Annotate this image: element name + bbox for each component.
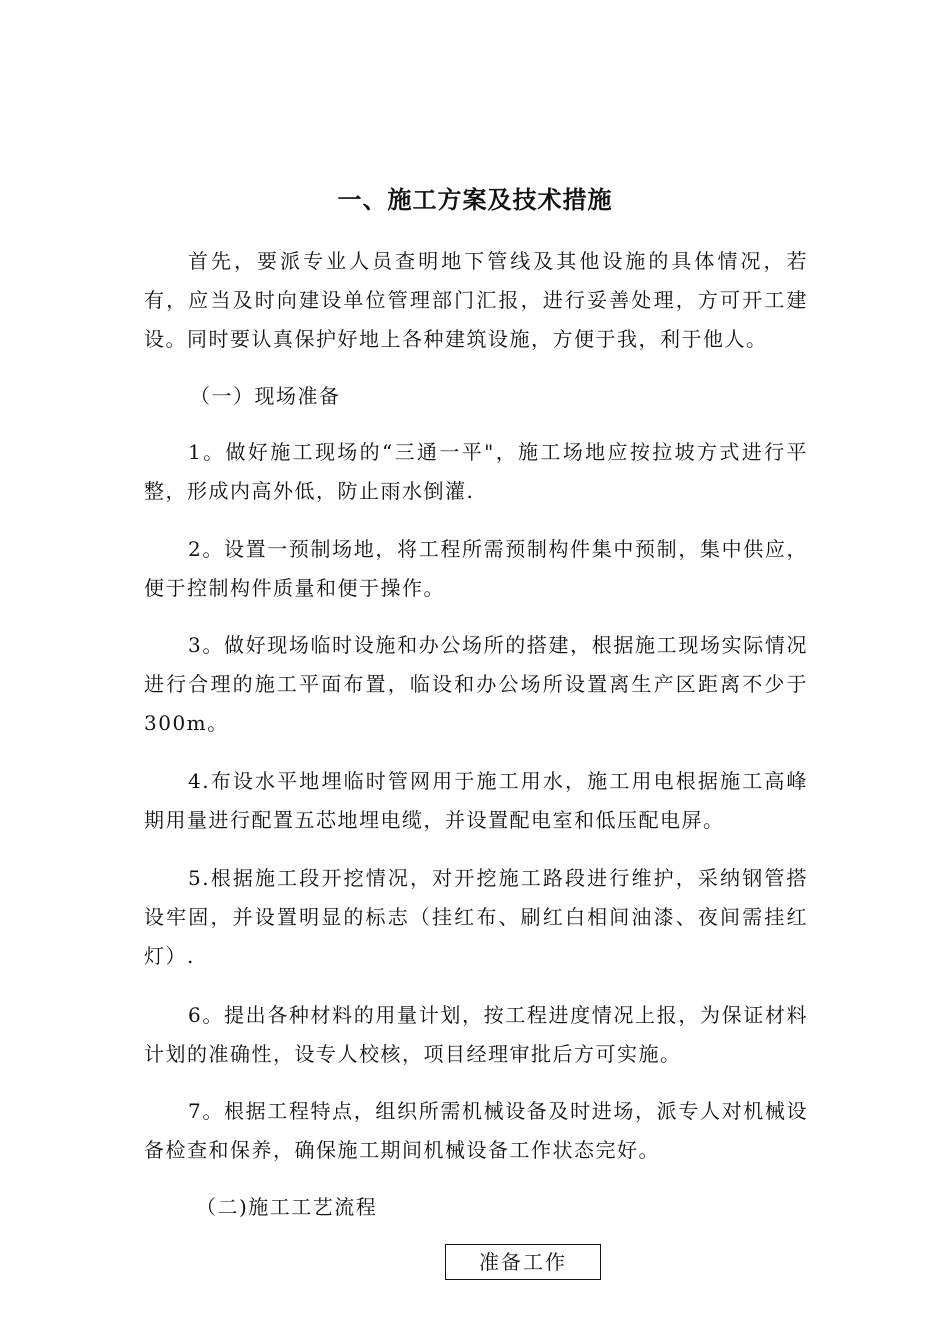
section-heading-process-flow: （二)施工工艺流程: [196, 1195, 378, 1219]
list-item-6: 6。提出各种材料的用量计划，按工程进度情况上报，为保证材料计划的准确性，设专人校核，项目经理审批后方可实施。: [144, 1003, 808, 1066]
flowchart-step-preparation: 准备工作: [445, 1244, 601, 1280]
list-item-4: 4.布设水平地埋临时管网用于施工用水，施工用电根据施工高峰期用量进行配置五芯地埋电缆，并设置配电室和低压配电屏。: [144, 769, 808, 832]
list-item-1: 1。做好施工现场的“三通一平"，施工场地应按拉坡方式进行平整，形成内高外低，防止雨水倒灌.: [144, 440, 808, 503]
list-item-5: 5.根据施工段开挖情况，对开挖施工路段进行维护，采纳钢管搭设牢固，并设置明显的标志（挂红布、刷红白相间油漆、夜间需挂红灯）.: [144, 866, 808, 968]
list-item-2: 2。设置一预制场地，将工程所需预制构件集中预制，集中供应，便于控制构件质量和便于操作。: [144, 537, 808, 600]
list-item-7: 7。根据工程特点，组织所需机械设备及时进场，派专人对机械设备检查和保养，确保施工期间机械设备工作状态完好。: [144, 1099, 808, 1162]
document-title: 一、施工方案及技术措施: [337, 186, 613, 214]
intro-paragraph: 首先，要派专业人员查明地下管线及其他设施的具体情况，若有，应当及时向建设单位管理部门汇报，进行妥善处理，方可开工建设。同时要认真保护好地上各种建筑设施，方便于我，利于他人。: [144, 249, 808, 351]
section-heading-site-preparation: （一）现场准备: [190, 384, 341, 408]
list-item-3: 3。做好现场临时设施和办公场所的搭建，根据施工现场实际情况进行合理的施工平面布置，临设和办公场所设置离生产区距离不少于300m。: [144, 633, 808, 735]
